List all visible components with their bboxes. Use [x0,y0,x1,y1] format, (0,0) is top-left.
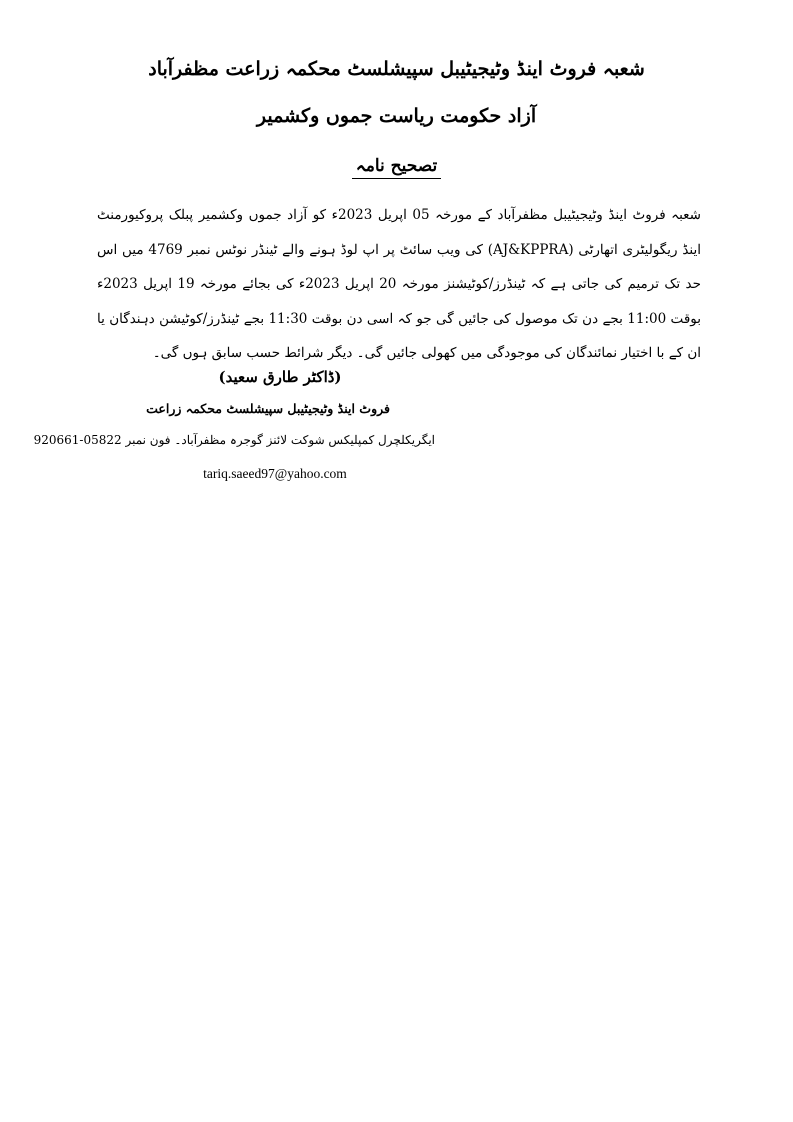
department-heading: شعبہ فروٹ اینڈ وٹیجیٹیبل سپیشلسٹ محکمہ زراعت مظفرآباد [148,58,645,80]
signatory-designation: فروٹ اینڈ وٹیجیٹیبل سپیشلسٹ محکمہ زراعت [146,401,390,416]
government-heading: آزاد حکومت ریاست جموں وکشمیر [256,105,537,127]
signatory-name: (ڈاکٹر طارق سعید) [218,368,342,386]
notice-paragraph: شعبہ فروٹ اینڈ وٹیجیٹیبل مظفرآباد کے مورخہ 05 اپریل 2023ء کو آزاد جموں وکشمیر پبلک پروکیورمنٹ اینڈ ریگولیٹری اتھارٹی (AJ&KPPRA) کی ویب سائٹ پر اپ لوڈ ہونے والے ٹینڈر نوٹس نمبر 4769 میں اس حد تک ترمیم کی جاتی ہے کہ ٹینڈرز/کوٹیشنز مورخہ 20 اپریل 2023ء کی بجائے مورخہ 19 اپریل 2023ء بوقت 11:00 بجے دن تک موصول کی جائیں گی جو کہ اسی دن بوقت 11:30 بجے ٹینڈرز/کوٹیشن دہندگان یا ان کے با اختیار نمائندگان کی موجودگی میں کھولی جائیں گی۔ دیگر شرائط حسب سابق ہوں گی۔ [97,207,701,361]
document-title [0,155,793,176]
signatory-address: ایگریکلچرل کمپلیکس شوکت لائنز گوجرہ مظفرآباد۔ فون نمبر 05822-920661 [33,433,435,447]
signatory-email: tariq.saeed97@yahoo.com [203,466,347,481]
document-title-text: تصحیح نامہ [352,156,441,179]
